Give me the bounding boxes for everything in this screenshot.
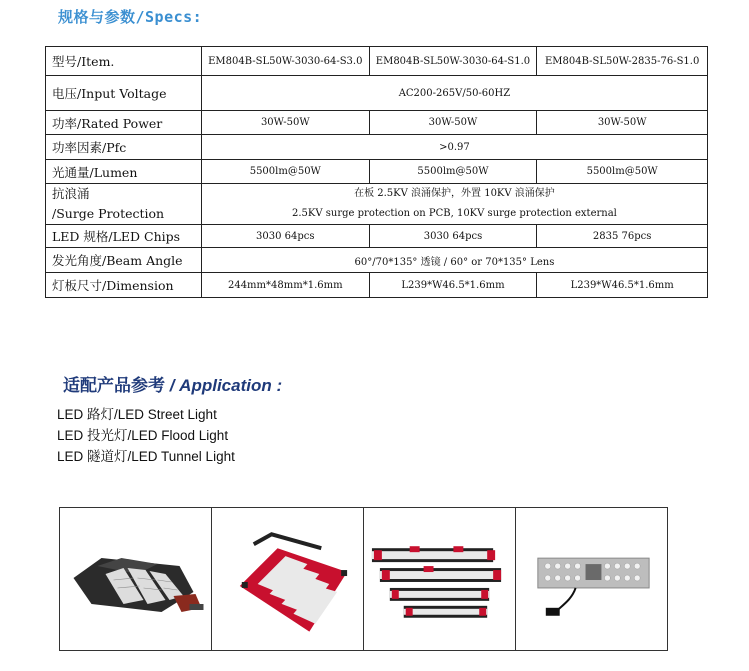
table-row [46, 273, 708, 298]
dimension-cell: L239*W46.5*1.6mm [369, 273, 537, 298]
application-title [63, 371, 282, 396]
lumen-cell: 5500lm@50W [201, 160, 369, 184]
list-item: LED 隧道灯/LED Tunnel Light [57, 449, 235, 464]
flood-light-photo [212, 508, 364, 650]
model-cell: EM804B-SL50W-3030-64-S1.0 [369, 47, 537, 76]
specs-title: 规格与参数/Specs: [58, 8, 203, 26]
table-row [46, 135, 708, 160]
table-row [46, 76, 708, 111]
power-cell: 30W-50W [369, 111, 537, 135]
pfc-value: >0.97 [201, 135, 707, 160]
surge-label [46, 184, 202, 225]
application-list [57, 404, 235, 467]
table-row [46, 160, 708, 184]
tunnel-light-photo [364, 508, 516, 650]
power-label: 功率/Rated Power [46, 111, 202, 135]
product-gallery [59, 507, 668, 651]
lumen-label: 光通量/Lumen [46, 160, 202, 184]
surge-label-cn: 抗浪涌 [52, 186, 90, 201]
surge-value-cn: 在板 2.5KV 浪涌保护，外置 10KV 浪涌保护 [354, 188, 555, 199]
surge-value-en: 2.5KV surge protection on PCB, 10KV surge protection external [292, 208, 617, 219]
application-title-cn: 适配产品参考 [63, 376, 165, 396]
dimension-label: 灯板尺寸/Dimension [46, 273, 202, 298]
table-row [46, 47, 708, 76]
application-title-en: / Application : [165, 376, 283, 395]
chips-cell: 2835 76pcs [537, 225, 708, 248]
chips-cell: 3030 64pcs [201, 225, 369, 248]
pfc-label: 功率因素/Pfc [46, 135, 202, 160]
lumen-cell: 5500lm@50W [369, 160, 537, 184]
street-light-photo [60, 508, 212, 650]
dimension-cell: L239*W46.5*1.6mm [537, 273, 708, 298]
table-row [46, 111, 708, 135]
power-cell: 30W-50W [201, 111, 369, 135]
chips-label: LED 规格/LED Chips [46, 225, 202, 248]
surge-value [201, 184, 707, 225]
dimension-cell: 244mm*48mm*1.6mm [201, 273, 369, 298]
beam-value: 60°/70*135° 透镜 / 60° or 70*135° Lens [201, 248, 707, 273]
led-module-photo [516, 508, 667, 650]
table-row [46, 248, 708, 273]
voltage-value: AC200-265V/50-60HZ [201, 76, 707, 111]
beam-label: 发光角度/Beam Angle [46, 248, 202, 273]
street-light-image [60, 508, 211, 650]
power-cell: 30W-50W [537, 111, 708, 135]
list-item: LED 投光灯/LED Flood Light [57, 428, 229, 443]
table-row [46, 184, 708, 225]
specs-table [45, 46, 708, 298]
item-label: 型号/Item. [46, 47, 202, 76]
model-cell: EM804B-SL50W-2835-76-S1.0 [537, 47, 708, 76]
table-row [46, 225, 708, 248]
led-module-image [516, 508, 667, 650]
chips-cell: 3030 64pcs [369, 225, 537, 248]
flood-light-image [212, 508, 363, 650]
list-item: LED 路灯/LED Street Light [57, 407, 217, 422]
tunnel-light-image [364, 508, 515, 650]
lumen-cell: 5500lm@50W [537, 160, 708, 184]
model-cell: EM804B-SL50W-3030-64-S3.0 [201, 47, 369, 76]
surge-label-en: /Surge Protection [52, 206, 165, 221]
voltage-label: 电压/Input Voltage [46, 76, 202, 111]
